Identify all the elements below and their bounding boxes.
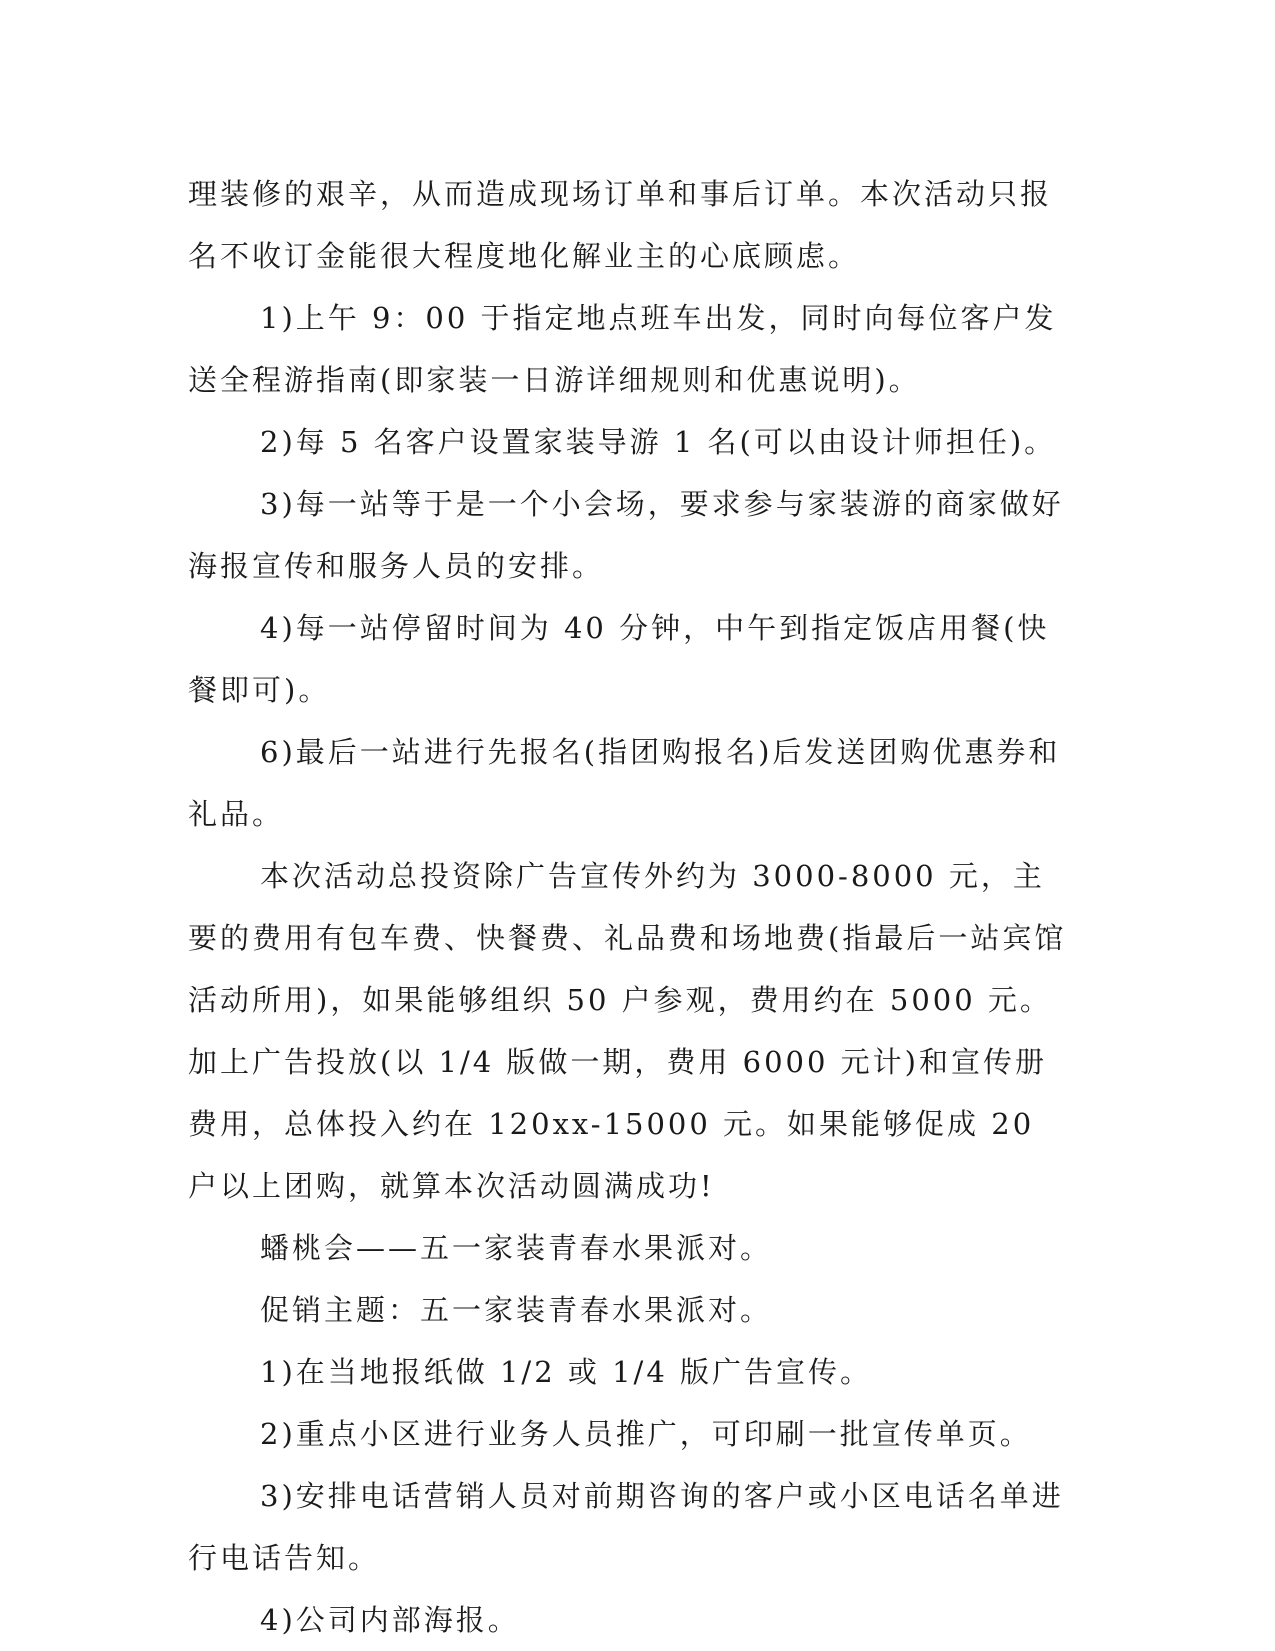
paragraph-11: 2)重点小区进行业务人员推广，可印刷一批宣传单页。: [260, 1417, 1032, 1451]
paragraph-4: 3)每一站等于是一个小会场，要求参与家装游的商家做好海报宣传和服务人员的安排。: [188, 487, 1064, 583]
paragraph-12: 3)安排电话营销人员对前期咨询的客户或小区电话名单进行电话告知。: [188, 1479, 1064, 1575]
paragraph-3: 2)每 5 名客户设置家装导游 1 名(可以由设计师担任)。: [260, 425, 1057, 459]
paragraph-10: 1)在当地报纸做 1/2 或 1/4 版广告宣传。: [260, 1355, 872, 1389]
paragraph-8: 蟠桃会——五一家装青春水果派对。: [260, 1231, 773, 1265]
document-body: [188, 163, 1068, 1651]
paragraph-2: 1)上午 9：00 于指定地点班车出发，同时向每位客户发送全程游指南(即家装一日游详细规则和优惠说明)。: [188, 301, 1057, 397]
paragraph-6: 6)最后一站进行先报名(指团购报名)后发送团购优惠券和礼品。: [188, 735, 1061, 831]
paragraph-1: 理装修的艰辛，从而造成现场订单和事后订单。本次活动只报名不收订金能很大程度地化解业主的心底顾虑。: [188, 177, 1053, 273]
paragraph-7: 本次活动总投资除广告宣传外约为 3000-8000 元，主要的费用有包车费、快餐费、礼品费和场地费(指最后一站宾馆活动所用)，如果能够组织 50 户参观，费用约在 5000 元。加上广告投放(以 1/4 版做一期，费用 6000 元计)和宣传册费用，总体投入约在 120xx-15000 元。如果能够促成 20 户以上团购，就算本次活动圆满成功!: [188, 859, 1067, 1203]
paragraph-13: 4)公司内部海报。: [260, 1603, 520, 1637]
paragraph-5: 4)每一站停留时间为 40 分钟，中午到指定饭店用餐(快餐即可)。: [188, 611, 1050, 707]
paragraph-9: 促销主题：五一家装青春水果派对。: [260, 1293, 773, 1327]
